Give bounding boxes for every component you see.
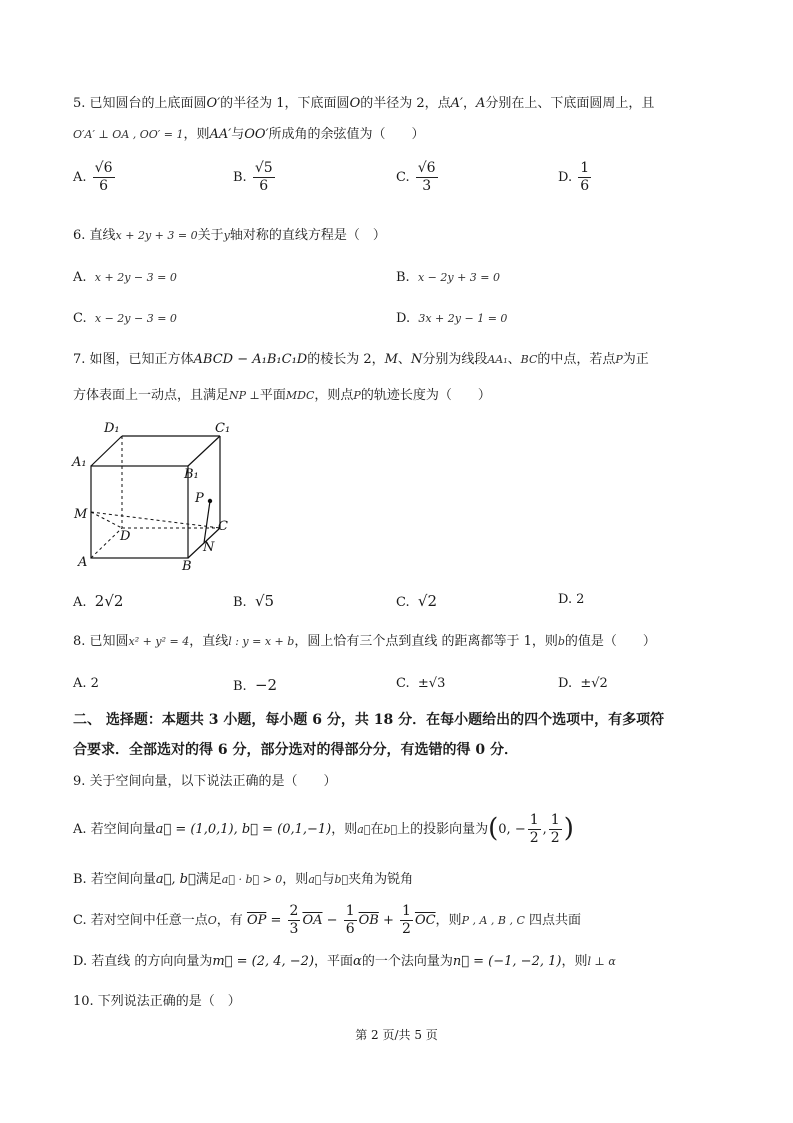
- q7-line2: [73, 388, 491, 404]
- numerator: 2: [289, 903, 299, 919]
- label-a: A: [78, 555, 88, 570]
- math: x + 2y + 3 = 0: [115, 229, 198, 242]
- denominator: 6: [345, 920, 355, 937]
- math: ABCD − A₁B₁C₁D: [193, 352, 308, 367]
- q6-option-c: [73, 311, 177, 327]
- q9-option-a: [73, 812, 574, 847]
- numerator: √6: [417, 160, 436, 176]
- math: N: [410, 352, 423, 367]
- text: 满足: [195, 872, 222, 887]
- q8-stem: [73, 634, 656, 650]
- text: 平面: [259, 388, 286, 403]
- denominator: 2: [529, 829, 539, 846]
- paren-left: (: [488, 813, 499, 844]
- fraction: [344, 903, 357, 938]
- math: P: [615, 353, 623, 366]
- denominator: 3: [289, 920, 299, 937]
- segment-m-c: [91, 512, 220, 528]
- text: ，则: [331, 821, 358, 837]
- text: 夹角为锐角: [348, 872, 414, 887]
- text: ，则: [561, 954, 588, 969]
- q5-option-b: [233, 160, 277, 195]
- fraction: [578, 160, 591, 195]
- text: 所成角的余弦值为（ ）: [268, 127, 425, 142]
- text: C. 若对空间中任意一点: [73, 912, 208, 928]
- q10-stem: 10. 下列说法正确的是（ ）: [73, 994, 241, 1009]
- text: 方体表面上一动点，且满足: [73, 388, 230, 403]
- vector: $\overline{OB}$: [358, 912, 379, 928]
- label-m: M: [74, 507, 88, 522]
- option-text: ±√2: [580, 676, 608, 691]
- fraction: [528, 812, 541, 847]
- fraction: [416, 160, 438, 195]
- q9-option-c: [73, 903, 581, 938]
- math: a⃗ · b⃗ > 0: [221, 873, 283, 886]
- math: a⃗ = (1,0,1), b⃗ = (0,1,−1): [155, 821, 332, 837]
- text: 5. 已知圆台的上底面圆: [73, 96, 207, 111]
- math: P , A , B , C: [461, 913, 525, 927]
- numerator: 1: [550, 812, 560, 828]
- vector: $\overline{OA}$: [302, 912, 323, 928]
- text: 6. 直线: [73, 228, 116, 243]
- fraction: [549, 812, 562, 847]
- text: 在: [370, 821, 384, 837]
- math: b⃗: [334, 873, 349, 886]
- text: 的一个法向量为: [361, 954, 453, 969]
- cube-figure: [70, 418, 240, 576]
- math: a⃗: [357, 822, 371, 836]
- numerator: 1: [345, 903, 355, 919]
- fraction: [253, 160, 275, 195]
- math: 0, −: [498, 821, 526, 837]
- option-text: −2: [254, 676, 278, 694]
- label-d1: D₁: [104, 421, 120, 436]
- option-text: 2√2: [94, 592, 124, 610]
- text: 关于: [197, 228, 224, 243]
- segment-n-p: [204, 501, 210, 543]
- option-label: B.: [233, 595, 247, 610]
- label-c1: C₁: [215, 421, 231, 436]
- text: 8. 已知圆: [73, 634, 129, 649]
- vector: $\overline{OC}$: [414, 912, 436, 928]
- math: n⃗ = (−1, −2, 1): [452, 954, 562, 969]
- option-label: C.: [396, 595, 410, 610]
- q7-option-c: [396, 592, 437, 611]
- q7-option-a: [73, 592, 123, 611]
- option-label: D.: [558, 676, 573, 691]
- math: α: [353, 954, 362, 969]
- math: ,: [542, 821, 547, 837]
- option-label: C.: [396, 169, 410, 185]
- math: +: [382, 912, 394, 928]
- fraction: [93, 160, 115, 195]
- option-label: B.: [233, 169, 247, 185]
- q5-option-d: [558, 160, 593, 195]
- q7-line1: [73, 352, 649, 368]
- math: y: [223, 229, 230, 242]
- q7-option-b: [233, 592, 274, 611]
- text: ，直线: [189, 634, 229, 649]
- math: A: [476, 96, 486, 111]
- paren-right: ): [563, 813, 574, 844]
- q6-stem: [73, 228, 386, 244]
- math: NP ⊥: [229, 389, 260, 402]
- text: 的轨迹长度为（ ）: [360, 388, 491, 403]
- option-text: ±√3: [417, 676, 446, 691]
- text: 的棱长为 2，: [307, 352, 385, 367]
- numerator: √5: [254, 160, 273, 176]
- option-text: x − 2y + 3 = 0: [417, 271, 500, 284]
- math: P: [353, 389, 361, 402]
- option-label: D.: [396, 311, 411, 326]
- option-text: √5: [254, 592, 275, 610]
- q9-option-d: [73, 954, 616, 970]
- math: b⃗: [383, 822, 398, 836]
- label-b1: B₁: [184, 467, 199, 482]
- fraction: [400, 903, 413, 938]
- option-label: C.: [73, 311, 87, 326]
- text: 上的投影向量为: [397, 821, 489, 837]
- option-text: 2: [90, 676, 99, 691]
- section2-line1: 二、 选择题：本题共 3 小题，每小题 6 分，共 18 分．在每小题给出的四个选项中，有多项符: [73, 712, 665, 728]
- q8-option-a: [73, 676, 99, 692]
- math: MDC: [285, 389, 315, 402]
- denominator: 2: [550, 829, 560, 846]
- math: b: [557, 635, 565, 648]
- numerator: 1: [529, 812, 539, 828]
- math: =: [270, 912, 282, 928]
- option-label: B.: [396, 270, 410, 285]
- text: B. 若空间向量: [73, 872, 156, 887]
- option-label: A.: [73, 595, 87, 610]
- math: A′: [450, 96, 463, 111]
- q8-option-c: [396, 676, 445, 692]
- text: 四点共面: [529, 912, 582, 928]
- math: a⃗: [308, 873, 322, 886]
- label-n: N: [203, 540, 215, 555]
- option-label: D.: [558, 592, 573, 607]
- q5-line1: [73, 96, 654, 112]
- edge-a-d: [91, 528, 122, 558]
- q5-option-c: [396, 160, 440, 195]
- math: l : y = x + b: [228, 635, 295, 648]
- q9-stem: 9. 关于空间向量，以下说法正确的是（ ）: [73, 774, 337, 789]
- option-text: 2: [576, 592, 585, 607]
- q6-option-a: [73, 270, 177, 286]
- option-label: A.: [73, 270, 87, 285]
- option-text: √2: [417, 592, 437, 610]
- math: BC: [520, 353, 538, 366]
- text: 7. 如图，已知正方体: [73, 352, 194, 367]
- text: 的中点，若点: [537, 352, 616, 367]
- q7-option-d: [558, 592, 584, 608]
- q5-line2: [73, 127, 425, 143]
- text: 轴对称的直线方程是（ ）: [229, 228, 386, 243]
- text: ，: [462, 96, 476, 111]
- text: ，则: [183, 127, 210, 142]
- math: O: [207, 913, 217, 927]
- text: 与: [321, 872, 335, 887]
- text: A. 若空间向量: [73, 821, 156, 837]
- text: 的半径为 1，下底面圆: [220, 96, 350, 111]
- option-text: 3x + 2y − 1 = 0: [418, 312, 508, 325]
- option-label: D.: [558, 169, 573, 185]
- text: ，平面: [314, 954, 354, 969]
- denominator: 3: [422, 177, 432, 194]
- option-text: x + 2y − 3 = 0: [94, 271, 177, 284]
- math: M: [384, 352, 398, 367]
- text: ，圆上恰有三个点到直线 的距离都等于 1，则: [294, 634, 558, 649]
- label-b: B: [182, 559, 192, 574]
- edge-a1-d1: [91, 436, 122, 466]
- math: x² + y² = 4: [128, 635, 190, 648]
- option-label: A.: [73, 676, 87, 691]
- label-a1: A₁: [72, 455, 87, 470]
- denominator: 6: [99, 177, 109, 194]
- math: AA′: [209, 127, 232, 142]
- text: 分别为线段: [422, 352, 488, 367]
- text: ，则: [435, 912, 462, 928]
- text: 与: [231, 127, 245, 142]
- vector: $\overline{OP}$: [246, 912, 267, 928]
- text: 的半径为 2，点: [360, 96, 451, 111]
- section2-line2: 合要求．全部选对的得 6 分，部分选对的得部分分，有选错的得 0 分．: [73, 742, 518, 758]
- numerator: 1: [402, 903, 411, 919]
- math: O: [349, 96, 361, 111]
- label-p: P: [195, 491, 204, 506]
- page-footer: 第 2 页/共 5 页: [355, 1028, 438, 1042]
- text: ，则: [282, 872, 309, 887]
- text: D. 若直线 的方向向量为: [73, 954, 213, 969]
- text: 的值是（ ）: [564, 634, 656, 649]
- text: 、: [397, 352, 411, 367]
- option-label: A.: [73, 169, 87, 185]
- q9-option-b: [73, 872, 413, 888]
- q8-option-d: [558, 676, 608, 692]
- math: l ⊥ α: [587, 955, 616, 968]
- q5-option-a: [73, 160, 117, 195]
- math: −: [326, 912, 338, 928]
- math: AA₁: [487, 353, 508, 366]
- point-p: [208, 499, 212, 503]
- math: a⃗, b⃗: [155, 872, 196, 887]
- math: O′: [206, 96, 221, 111]
- q6-option-d: [396, 311, 507, 327]
- q6-option-b: [396, 270, 500, 286]
- edge-b1-c1: [188, 436, 220, 466]
- option-label: B.: [233, 679, 247, 694]
- option-label: C.: [396, 676, 410, 691]
- math: m⃗ = (2, 4, −2): [212, 954, 315, 969]
- label-d: D: [120, 529, 131, 544]
- text: ，则点: [314, 388, 354, 403]
- math: O′A′ ⊥ OA , OO′ = 1: [73, 128, 184, 141]
- denominator: 2: [402, 920, 411, 937]
- option-text: x − 2y − 3 = 0: [94, 312, 177, 325]
- math: OO′: [244, 127, 269, 142]
- text: ，有: [216, 912, 243, 928]
- denominator: 6: [580, 177, 590, 194]
- denominator: 6: [259, 177, 269, 194]
- q8-option-b: [233, 676, 277, 695]
- fraction: [288, 903, 301, 938]
- label-c: C: [218, 519, 228, 534]
- numerator: √6: [94, 160, 113, 176]
- numerator: 1: [580, 160, 590, 176]
- text: 分别在上、下底面圆周上，且: [485, 96, 655, 111]
- text: 、: [507, 352, 521, 367]
- text: 为正: [622, 352, 649, 367]
- segment-m-d: [91, 512, 122, 528]
